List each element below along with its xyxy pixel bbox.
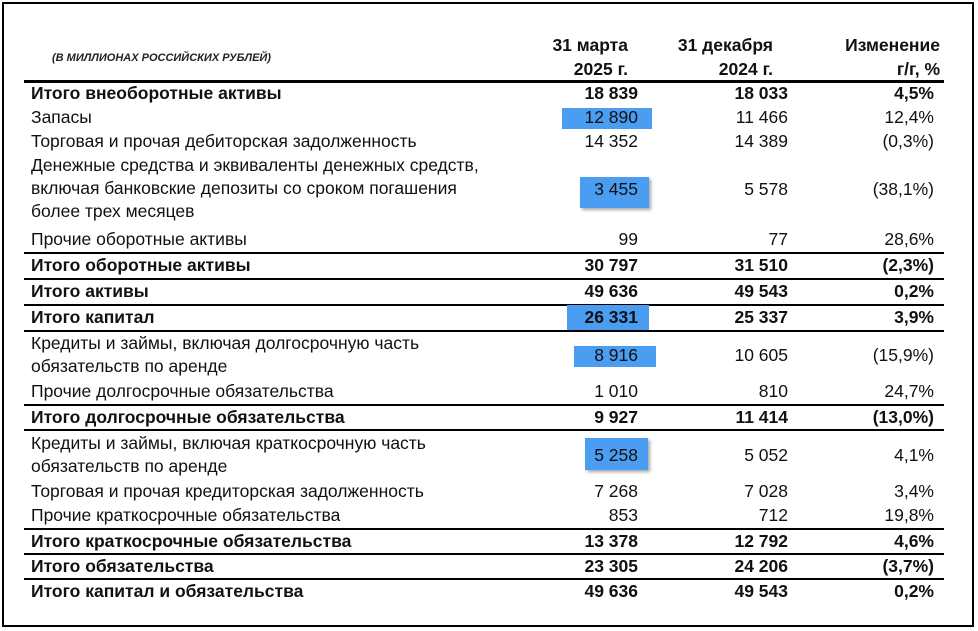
value-change-pct: 3,4% <box>894 481 934 501</box>
value-december-2024: 11 466 <box>735 107 788 127</box>
value-change-pct: 19,8% <box>884 505 934 525</box>
value-march-2025: 13 378 <box>584 531 638 551</box>
value-march-2025: 9 927 <box>594 407 638 427</box>
table-row <box>0 432 978 478</box>
row-label-line: включая банковские депозиты со сроком погашения <box>31 178 457 198</box>
row-label <box>31 406 345 429</box>
value-change-pct: (15,9%) <box>872 345 934 365</box>
value-december-2024: 24 206 <box>734 556 788 576</box>
row-label <box>31 106 92 129</box>
row-label <box>31 130 417 153</box>
row-label-line: Итого капитал <box>31 307 155 327</box>
table-row <box>0 555 978 578</box>
table-row <box>0 480 978 503</box>
column-header-line: 2025 г. <box>573 59 628 79</box>
value-december-2024: 12 792 <box>734 531 788 551</box>
row-label <box>31 530 351 553</box>
row-label <box>31 154 479 223</box>
row-label <box>31 480 424 503</box>
table-row <box>0 254 978 277</box>
table-row <box>0 380 978 403</box>
row-divider <box>24 429 944 431</box>
value-change-pct: 3,9% <box>894 307 934 327</box>
value-change-pct: 0,2% <box>894 581 934 601</box>
value-december-2024: 10 605 <box>734 345 788 365</box>
table-row <box>0 106 978 129</box>
column-header-line: г/г, % <box>896 59 940 79</box>
value-change-pct: 0,2% <box>894 281 934 301</box>
value-december-2024: 810 <box>758 381 788 401</box>
value-december-2024: 31 510 <box>734 255 788 275</box>
row-label-line: Итого обязательства <box>31 556 214 576</box>
row-label <box>31 332 419 378</box>
value-march-2025: 30 797 <box>584 255 638 275</box>
row-label-line: Итого внеоборотные активы <box>31 83 282 103</box>
value-december-2024: 25 337 <box>734 307 788 327</box>
row-label <box>31 306 154 329</box>
column-header-line: 31 марта <box>552 35 628 55</box>
column-header-december-2024 <box>678 33 773 81</box>
row-label-line: Торговая и прочая дебиторская задолженность <box>31 131 417 151</box>
row-label-line: более трех месяцев <box>31 201 195 221</box>
value-december-2024: 77 <box>768 229 788 249</box>
value-change-pct: (3,7%) <box>882 556 934 576</box>
value-change-pct: (13,0%) <box>872 407 934 427</box>
table-row <box>0 306 978 329</box>
value-march-2025: 5 258 <box>594 445 638 465</box>
row-label-line: Итого оборотные активы <box>31 255 251 275</box>
units-note: (В МИЛЛИОНАХ РОССИЙСКИХ РУБЛЕЙ) <box>52 52 271 64</box>
value-december-2024: 49 543 <box>734 281 788 301</box>
row-label-line: Итого капитал и обязательства <box>31 581 304 601</box>
row-label-line: Кредиты и займы, включая долгосрочную часть <box>31 333 420 353</box>
value-march-2025: 7 268 <box>594 481 638 501</box>
table-row <box>0 406 978 429</box>
value-march-2025: 99 <box>618 229 638 249</box>
value-march-2025: 23 305 <box>584 556 638 576</box>
value-march-2025: 49 636 <box>584 281 638 301</box>
table-row <box>0 332 978 378</box>
row-label-line: Запасы <box>31 107 92 127</box>
value-march-2025: 8 916 <box>594 345 638 365</box>
table-row <box>0 130 978 153</box>
value-change-pct: (2,3%) <box>882 255 934 275</box>
value-december-2024: 712 <box>758 505 788 525</box>
value-december-2024: 14 389 <box>734 131 788 151</box>
row-label-line: обязательств по аренде <box>31 356 228 376</box>
table-row <box>0 82 978 105</box>
table-row <box>0 280 978 303</box>
value-march-2025: 14 352 <box>584 131 638 151</box>
row-label-line: Прочие краткосрочные обязательства <box>31 505 341 525</box>
row-label <box>31 254 251 277</box>
column-header-line: Изменение <box>845 35 940 55</box>
table-row <box>0 530 978 553</box>
row-label-line: Кредиты и займы, включая краткосрочную часть <box>31 433 426 453</box>
value-december-2024: 5 578 <box>744 179 788 199</box>
row-label-line: Прочие оборотные активы <box>31 229 247 249</box>
row-label-line: Денежные средства и эквиваленты денежных средств, <box>31 155 479 175</box>
column-header-change <box>845 33 940 81</box>
row-label-line: Итого активы <box>31 281 149 301</box>
value-december-2024: 49 543 <box>734 581 788 601</box>
value-december-2024: 7 028 <box>744 481 788 501</box>
value-march-2025: 3 455 <box>594 179 638 199</box>
value-march-2025: 1 010 <box>594 381 638 401</box>
value-change-pct: 4,1% <box>894 445 934 465</box>
value-change-pct: 4,6% <box>894 531 934 551</box>
row-label <box>31 432 426 478</box>
column-header-line: 2024 г. <box>718 59 773 79</box>
value-march-2025: 49 636 <box>584 581 638 601</box>
table-row <box>0 580 978 603</box>
value-december-2024: 11 414 <box>735 407 788 427</box>
row-label-line: Итого долгосрочные обязательства <box>31 407 345 427</box>
value-march-2025: 26 331 <box>584 307 638 327</box>
column-header-march-2025 <box>552 33 628 81</box>
value-march-2025: 18 839 <box>584 83 638 103</box>
row-label <box>31 280 149 303</box>
row-label-line: Торговая и прочая кредиторская задолженность <box>31 481 424 501</box>
value-december-2024: 5 052 <box>744 445 788 465</box>
value-change-pct: 24,7% <box>884 381 934 401</box>
value-march-2025: 853 <box>608 505 638 525</box>
table-row <box>0 154 978 224</box>
row-label-line: обязательств по аренде <box>31 456 228 476</box>
value-change-pct: 28,6% <box>884 229 934 249</box>
value-change-pct: 12,4% <box>884 107 934 127</box>
value-change-pct: (0,3%) <box>882 131 934 151</box>
value-change-pct: 4,5% <box>894 83 934 103</box>
row-label <box>31 580 303 603</box>
row-label <box>31 228 247 251</box>
row-label <box>31 82 282 105</box>
row-label-line: Прочие долгосрочные обязательства <box>31 381 334 401</box>
row-label-line: Итого краткосрочные обязательства <box>31 531 352 551</box>
value-change-pct: (38,1%) <box>872 179 934 199</box>
column-header-line: 31 декабря <box>677 35 773 55</box>
table-row <box>0 504 978 527</box>
row-label <box>31 555 214 578</box>
value-march-2025: 12 890 <box>584 107 638 127</box>
table-row <box>0 228 978 251</box>
value-december-2024: 18 033 <box>734 83 788 103</box>
row-label <box>31 504 340 527</box>
row-label <box>31 380 334 403</box>
